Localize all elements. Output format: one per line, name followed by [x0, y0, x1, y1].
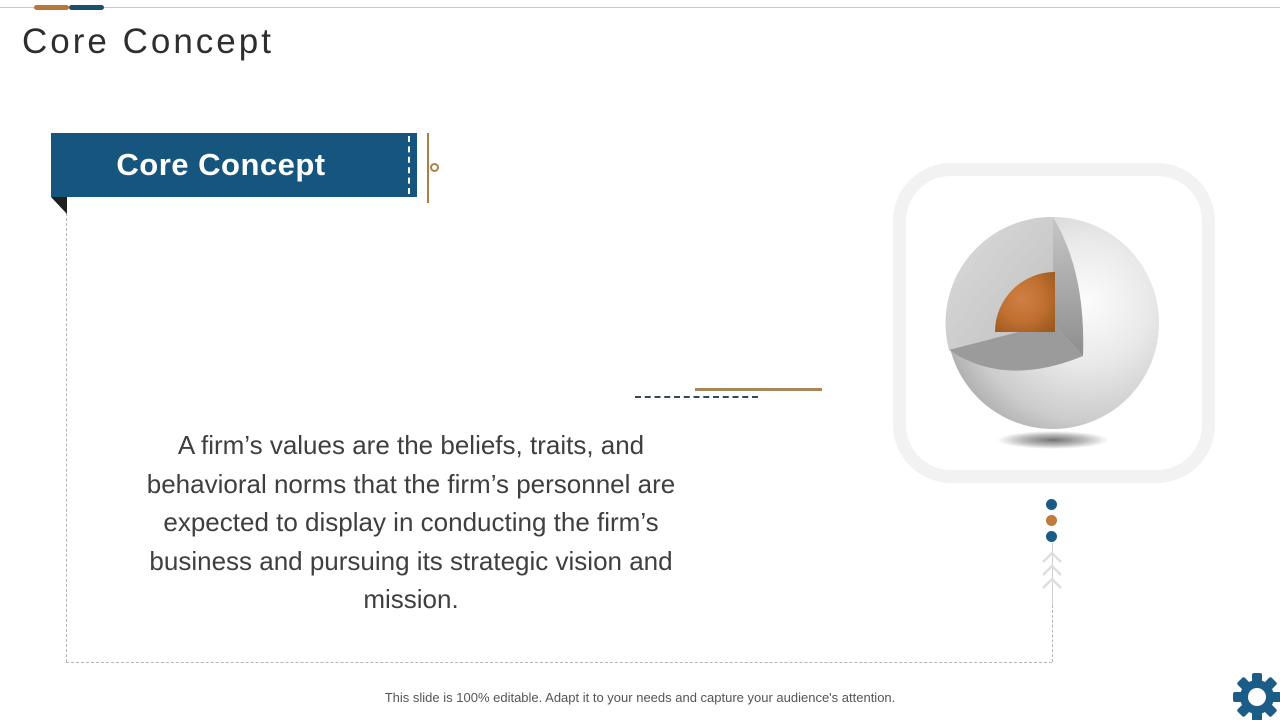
dot-blue-top: [1046, 499, 1057, 510]
content-box-bottom-border: [66, 662, 1052, 663]
page-title: Core Concept: [22, 22, 274, 61]
dot-orange-middle: [1046, 515, 1057, 526]
gear-icon: [1232, 672, 1280, 720]
banner-dashed-edge: [408, 136, 410, 194]
dot-blue-bottom: [1046, 531, 1057, 542]
sphere-shadow: [997, 431, 1109, 449]
accent-dash-orange: [34, 5, 69, 10]
decor-solid-line: [695, 388, 822, 391]
banner-circle-marker: [430, 163, 439, 172]
body-paragraph: A firm’s values are the beliefs, traits, and behavioral norms that the firm’s personnel are expected to display in conducting the firm’s business and pursuing its strategic vision and mission.: [146, 430, 676, 614]
accent-dash-teal: [69, 5, 104, 10]
decor-dashed-line: [635, 396, 758, 398]
banner-fold-triangle: [51, 197, 67, 214]
content-box-right-border: [1052, 605, 1053, 662]
section-banner-label: Core Concept: [116, 147, 326, 182]
cutaway-sphere-illustration: [925, 190, 1181, 460]
banner-side-line: [427, 133, 429, 203]
section-banner: [51, 133, 417, 197]
top-divider-line: [0, 7, 1280, 8]
content-box-left-border: [66, 213, 67, 662]
footer-note: This slide is 100% editable. Adapt it to your needs and capture your audience's attention.: [384, 690, 896, 705]
triple-chevron-up-icon: [1040, 549, 1064, 591]
